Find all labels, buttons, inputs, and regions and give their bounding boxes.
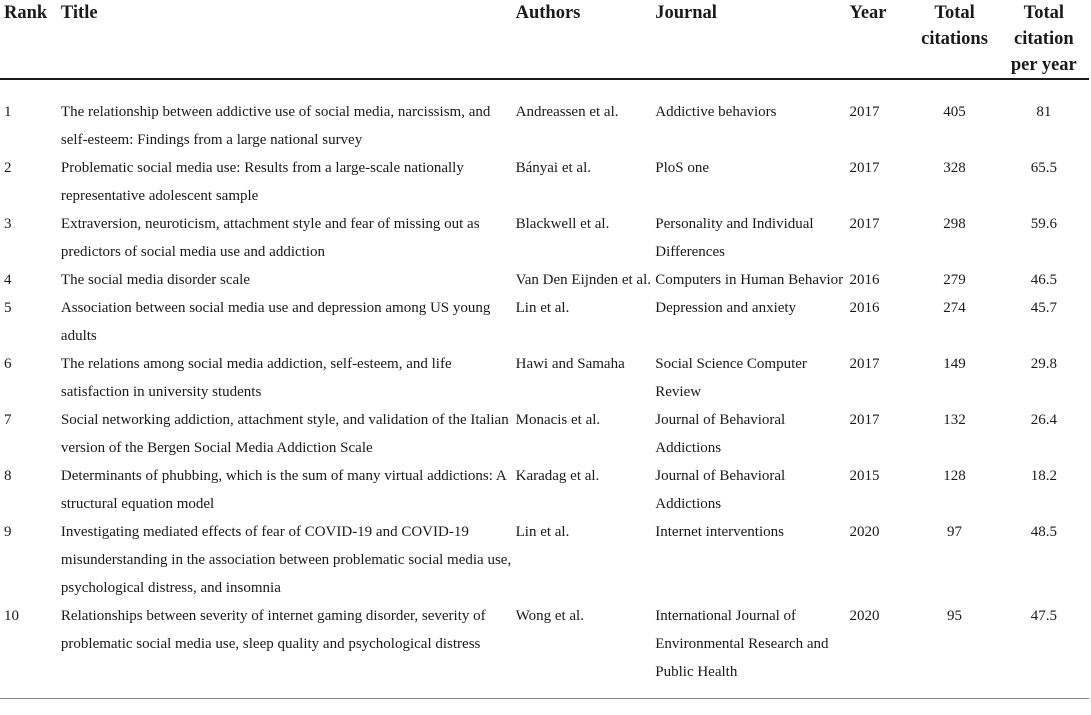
- cell-authors: Lin et al.: [515, 524, 570, 540]
- cell-title: The relations among social media addiction, self-esteem, and life satisfaction in university students: [60, 356, 452, 400]
- cell-year: 2017: [849, 160, 880, 176]
- cell-year: 2020: [849, 524, 880, 540]
- table-row: [0, 518, 1089, 602]
- table-row: [0, 294, 1089, 350]
- cell-year: 2017: [849, 356, 880, 372]
- cell-authors: Andreassen et al.: [515, 104, 619, 120]
- cell-total-citations: 328: [943, 160, 966, 176]
- cell-year: 2016: [849, 272, 880, 288]
- header-total-citations: Total citations: [921, 3, 988, 49]
- cell-total-citations: 132: [943, 412, 966, 428]
- cell-rank: 8: [4, 468, 12, 484]
- table-row: [0, 350, 1089, 406]
- cell-journal: PloS one: [655, 160, 710, 176]
- cell-rank: 1: [4, 104, 12, 120]
- cell-rank: 4: [4, 272, 12, 288]
- cell-total-citations: 274: [943, 300, 966, 316]
- header-rank: Rank: [4, 3, 48, 23]
- cell-total-citations: 97: [947, 524, 963, 540]
- cell-rank: 5: [4, 300, 12, 316]
- cell-citations-per-year: 46.5: [1030, 272, 1057, 288]
- cell-total-citations: 149: [943, 356, 966, 372]
- cell-total-citations: 405: [943, 104, 966, 120]
- cell-title: Determinants of phubbing, which is the sum of many virtual addictions: A structural equation model: [60, 468, 506, 512]
- cell-rank: 7: [4, 412, 12, 428]
- header-title: Title: [60, 3, 98, 23]
- cell-authors: Hawi and Samaha: [515, 356, 625, 372]
- cell-authors: Monacis et al.: [515, 412, 601, 428]
- cell-journal: Internet interventions: [655, 524, 784, 540]
- cell-citations-per-year: 48.5: [1030, 524, 1057, 540]
- cell-total-citations: 279: [943, 272, 966, 288]
- cell-title: Social networking addiction, attachment style, and validation of the Italian version of the Bergen Social Media Addiction Scale: [60, 412, 509, 456]
- header-total-citation-per-year: Total citation per year: [1010, 3, 1077, 75]
- cell-rank: 10: [4, 608, 19, 624]
- table-row: [0, 602, 1089, 699]
- table-row: [0, 210, 1089, 266]
- header-authors: Authors: [515, 3, 581, 23]
- cell-journal: Journal of Behavioral Addictions: [655, 468, 786, 512]
- header-year: Year: [849, 3, 887, 23]
- cell-citations-per-year: 18.2: [1030, 468, 1057, 484]
- cell-title: Investigating mediated effects of fear of COVID-19 and COVID-19 misunderstanding in the association between problematic social media use, psychological distress, and insomnia: [60, 524, 512, 596]
- cell-authors: Wong et al.: [515, 608, 584, 624]
- cell-journal: Computers in Human Behavior: [655, 272, 844, 288]
- table-row: [0, 462, 1089, 518]
- cell-journal: Depression and anxiety: [655, 300, 797, 316]
- cell-year: 2015: [849, 468, 880, 484]
- cell-authors: Bányai et al.: [515, 160, 591, 176]
- cell-total-citations: 298: [943, 216, 966, 232]
- cell-title: Association between social media use and depression among US young adults: [60, 300, 491, 344]
- cell-title: Extraversion, neuroticism, attachment style and fear of missing out as predictors of social media use and addiction: [60, 216, 480, 260]
- cell-citations-per-year: 59.6: [1030, 216, 1057, 232]
- cell-journal: Addictive behaviors: [655, 104, 777, 120]
- cell-total-citations: 128: [943, 468, 966, 484]
- cell-year: 2017: [849, 104, 880, 120]
- cell-citations-per-year: 81: [1036, 104, 1052, 120]
- cell-authors: Van Den Eijnden et al.: [515, 272, 651, 288]
- cell-year: 2017: [849, 412, 880, 428]
- cell-title: Relationships between severity of internet gaming disorder, severity of problematic social media use, sleep quality and psychological distress: [60, 608, 486, 652]
- cell-journal: Personality and Individual Differences: [655, 216, 814, 260]
- cell-rank: 9: [4, 524, 12, 540]
- cell-citations-per-year: 29.8: [1030, 356, 1057, 372]
- cell-authors: Lin et al.: [515, 300, 570, 316]
- table-header: [0, 0, 1089, 79]
- table-row: [0, 406, 1089, 462]
- cell-citations-per-year: 26.4: [1030, 412, 1057, 428]
- cell-journal: International Journal of Environmental Research and Public Health: [655, 608, 829, 680]
- header-row: [0, 0, 1089, 79]
- cell-year: 2017: [849, 216, 880, 232]
- cell-total-citations: 95: [947, 608, 963, 624]
- header-journal: Journal: [655, 3, 717, 23]
- cell-journal: Journal of Behavioral Addictions: [655, 412, 786, 456]
- table-row: [0, 266, 1089, 294]
- cell-citations-per-year: 47.5: [1030, 608, 1057, 624]
- table-row: [0, 154, 1089, 210]
- cell-rank: 2: [4, 160, 12, 176]
- cell-authors: Blackwell et al.: [515, 216, 610, 232]
- table-body: [0, 79, 1089, 699]
- cell-rank: 6: [4, 356, 12, 372]
- cell-journal: Social Science Computer Review: [655, 356, 807, 400]
- cell-citations-per-year: 45.7: [1030, 300, 1057, 316]
- cell-year: 2016: [849, 300, 880, 316]
- cell-rank: 3: [4, 216, 12, 232]
- cell-authors: Karadag et al.: [515, 468, 600, 484]
- cell-title: Problematic social media use: Results from a large-scale nationally representative adolescent sample: [60, 160, 464, 204]
- cell-title: The social media disorder scale: [60, 272, 250, 288]
- cell-year: 2020: [849, 608, 880, 624]
- table-row: [0, 79, 1089, 154]
- cell-citations-per-year: 65.5: [1030, 160, 1057, 176]
- cell-title: The relationship between addictive use of social media, narcissism, and self-esteem: Findings from a large national survey: [60, 104, 491, 148]
